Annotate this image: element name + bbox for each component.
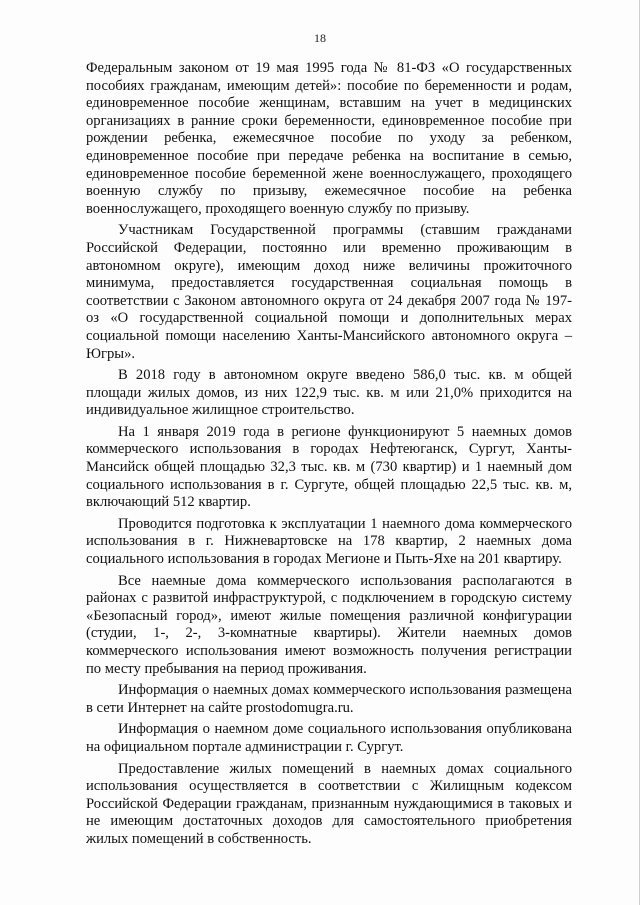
- paragraph-commercial-houses-infrastructure: Все наемные дома коммерческого использования располагаются в районах с развитой инфраструктурой, с подключением в городскую систему «Безопасный город», имеют жилые помещения различной конфигурации (студии, 1-, 2-, 3-комнатные квартиры). Жители наемных домов коммерческого использования имеют возможность получения регистрации по месту пребывания на период проживания.: [86, 572, 572, 677]
- document-body: [86, 60, 572, 853]
- page-number: 18: [314, 31, 326, 45]
- paragraph-benefits-list: Федеральным законом от 19 мая 1995 года № 81-ФЗ «О государственных пособиях гражданам, имеющим детей»: пособие по беременности и родам, единовременное пособие женщинам, вставшим на учет в медицинских организациях в ранние сроки беременности, единовременное пособие при рождении ребенка, ежемесячное пособие по уходу за ребенком, единовременное пособие при передаче ребенка на воспитание в семью, единовременное пособие беременной жене военнослужащего, проходящего военную службу по призыву, ежемесячное пособие на ребенка военнослужащего, проходящего военную службу по призыву.: [86, 60, 572, 217]
- paragraph-rental-houses-2019: На 1 января 2019 года в регионе функционируют 5 наемных домов коммерческого использования в городах Нефтеюганск, Сургут, Ханты-Мансийск общей площадью 32,3 тыс. кв. м (730 квартир) и 1 наемный дом социального использования в г. Сургуте, общей площадью 22,5 тыс. кв. м, включающий 512 квартир.: [86, 423, 572, 511]
- paragraph-commercial-info-website: Информация о наемных домах коммерческого использования размещена в сети Интернет на сайте prostodomugra.ru.: [86, 682, 572, 716]
- paragraph-state-program-participants: Участникам Государственной программы (ставшим гражданами Российской Федерации, постоянно или временно проживающим в автономном округе), имеющим доход ниже величины прожиточного минимума, предоставляется государственная социальная помощь в соответствии с Законом автономного округа от 24 декабря 2007 года № 197-оз «О государственной социальной помощи и дополнительных мерах социальной помощи населению Ханты-Мансийского автономного округа – Югры».: [86, 222, 572, 362]
- paragraph-social-housing-provision: Предоставление жилых помещений в наемных домах социального использования осуществляется в соответствии с Жилищным кодексом Российской Федерации гражданам, признанным нуждающимися в таковых и не имеющим достаточных доходов для самостоятельного приобретения жилых помещений в собственность.: [86, 760, 572, 847]
- paragraph-housing-2018: В 2018 году в автономном округе введено 586,0 тыс. кв. м общей площади жилых домов, из них 122,9 тыс. кв. м или 21,0% приходится на индивидуальное жилищное строительство.: [86, 367, 572, 419]
- paragraph-social-info-portal: Информация о наемном доме социального использования опубликована на официальном портале администрации г. Сургут.: [86, 721, 572, 755]
- paragraph-preparation-for-operation: Проводится подготовка к эксплуатации 1 наемного дома коммерческого использования в г. Нижневартовске на 178 квартир, 2 наемных дома социального использования в городах Мегионе и Пыть-Яхе на 201 квартиру.: [86, 515, 572, 568]
